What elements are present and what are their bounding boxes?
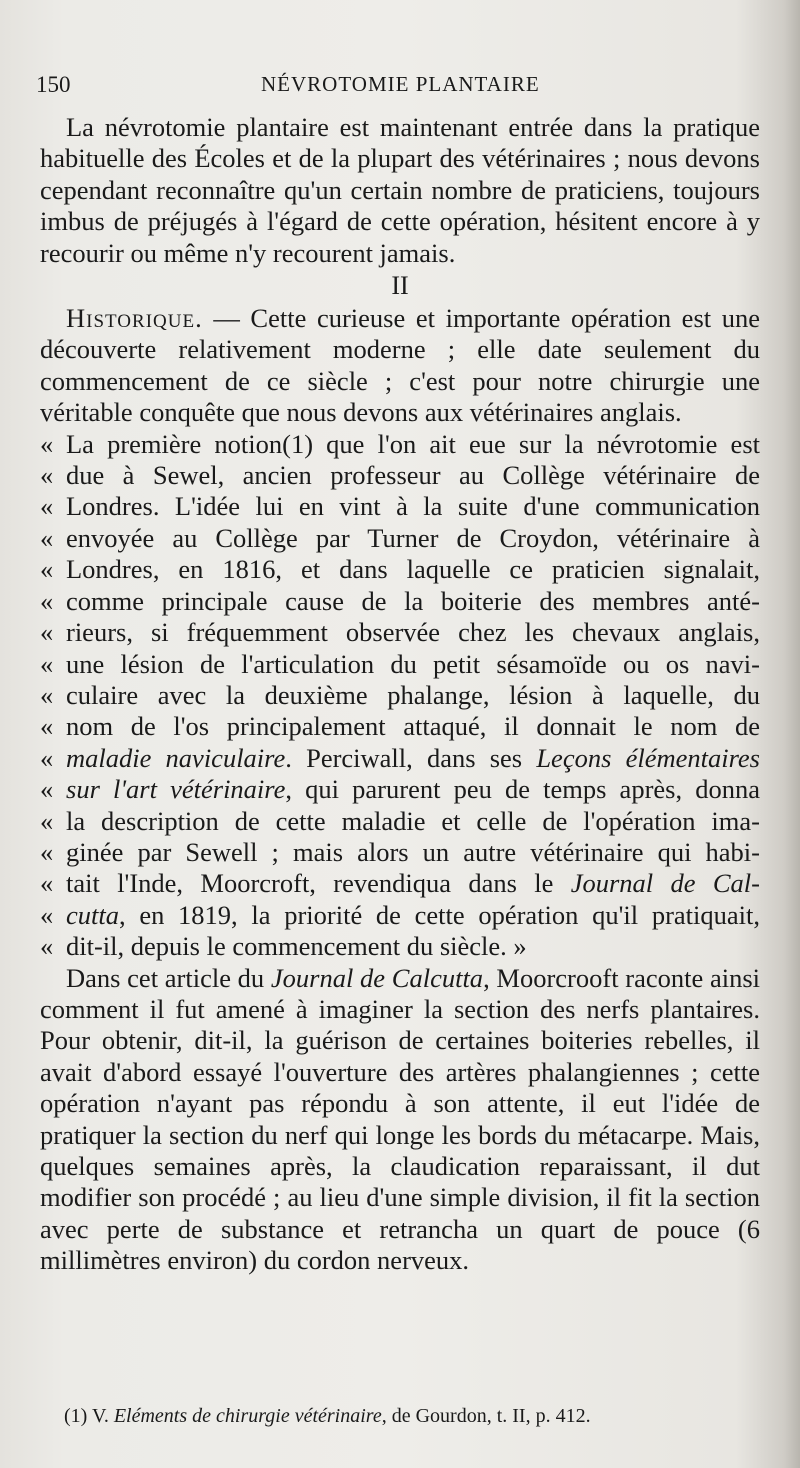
quote-italic-text: Journal de Cal- [570,868,760,899]
paragraph-moorcroft-start: Dans cet article du [66,962,271,993]
quote-mark: « [40,774,54,805]
quote-line [40,617,760,648]
quote-text: dit-il, depuis le commencement du siècle. » [66,931,527,962]
quote-mark: « [40,617,54,648]
quote-text: Londres, en 1816, et dans laquelle ce praticien signalait, [66,554,760,585]
quote-text: . Perciwall, dans ses [285,742,537,773]
quote-line [40,931,760,962]
quote-mark: « [40,868,54,899]
quote-mark: « [40,836,54,867]
quote-line [40,837,760,868]
footnote [64,1402,764,1430]
quote-mark: « [40,742,54,773]
quote-text: , qui parurent peu de temps après, donna [285,774,760,805]
quote-mark: « [40,585,54,616]
quote-mark: « [40,491,54,522]
quote-mark: « [40,805,54,836]
quote-mark: « [40,522,54,553]
footnote-title: Eléments de chirurgie vétérinaire [113,1405,382,1427]
quotation-block [40,429,760,963]
quote-mark: « [40,554,54,585]
quote-line [40,806,760,837]
section-numeral: II [391,271,409,301]
quote-mark: « [40,428,54,459]
quote-italic-text: maladie naviculaire [66,742,286,773]
quote-line [40,680,760,711]
footnote-rest: , de Gourdon, t. II, p. 412. [381,1405,591,1427]
historique-dash: — [202,303,251,334]
quote-italic-text: Leçons élémentaires [536,742,760,773]
page-header [36,72,756,106]
quote-line [40,711,760,742]
footnote-marker: (1) V. [64,1405,114,1427]
quote-mark: « [40,931,54,962]
quote-text: La première notion(1) que l'on ait eue sur la névrotomie est [66,428,760,459]
body-text [40,112,760,1277]
quote-mark: « [40,679,54,710]
quote-text: nom de l'os principalement attaqué, il donnait le nom de [66,711,760,742]
quote-mark: « [40,648,54,679]
quote-mark: « [40,460,54,491]
quote-line [40,460,760,491]
quote-line [40,554,760,585]
quote-italic-text: cutta [66,899,119,930]
quote-line [40,743,760,774]
quote-line [40,586,760,617]
journal-title: Journal de Calcutta [270,962,484,993]
quote-line [40,429,760,460]
quote-line [40,649,760,680]
quote-text: envoyée au Collège par Turner de Croydon, vétérinaire à [66,522,760,553]
quote-mark: « [40,711,54,742]
quote-line [40,491,760,522]
historique-text: Cette curieuse et importante opération est une découverte relativement moderne ; elle date seulement du commencement de ce siècle ; c'est pour notre chirurgie une véritable conquête que nous devons aux vétérinaires anglais. [40,303,760,428]
paragraph-intro: La névrotomie plantaire est maintenant entrée dans la pratique habituelle des Écoles et de la plupart des vétérinaires ; nous devons cependant reconnaître qu'un certain nombre de praticiens, toujours imbus de préjugés à l'égard de cette opération, hésitent encore à y recourir ou même n'y recourent jamais. [40,112,760,268]
quote-line [40,900,760,931]
quote-line [40,523,760,554]
historique-heading: Historique. [66,303,203,334]
quote-mark: « [40,899,54,930]
quote-text: la description de cette maladie et celle de l'opération ima- [66,805,760,836]
paragraph-moorcroft-rest: , Moorcrooft raconte ainsi comment il fut amené à imaginer la section des nerfs plantaires. Pour obtenir, dit-il, la guérison de certaines boiteries rebelles, il avait d'abord essayé l'ouverture des artères phalangiennes ; cette opération n'ayant pas répondu à son attente, il eut l'idée de pratiquer la section du nerf qui longe les bords du métacarpe. Mais, quelques semaines après, la claudication reparaissant, il dut modifier son procédé ; au lieu d'une simple division, il fit la section avec perte de substance et retrancha un quart de pouce (6 millimètres environ) du cordon nerveux. [40,962,761,1276]
quote-italic-text: sur l'art vétérinaire [66,774,286,805]
running-head: NÉVROTOMIE PLANTAIRE [261,72,540,96]
quote-text: ginée par Sewell ; mais alors un autre vétérinaire qui habi- [66,836,760,867]
paragraph-moorcroft [40,963,760,1277]
quote-text: rieurs, si fréquemment observée chez les chevaux anglais, [66,617,760,648]
quote-text: culaire avec la deuxième phalange, lésion à laquelle, du [66,679,760,710]
quote-text: , en 1819, la priorité de cette opération qu'il pratiquait, [119,899,760,930]
quote-text: une lésion de l'articulation du petit sésamoïde ou os navi- [66,648,760,679]
quote-text: tait l'Inde, Moorcroft, revendiqua dans le [66,868,571,899]
quote-text: comme principale cause de la boiterie des membres anté- [66,585,760,616]
quote-line [40,774,760,805]
quote-text: due à Sewel, ancien professeur au Collège vétérinaire de [66,460,760,491]
paragraph-historique [40,303,760,429]
quote-line [40,868,760,899]
page-number: 150 [36,72,71,97]
quote-text: Londres. L'idée lui en vint à la suite d'une communication [66,491,760,522]
